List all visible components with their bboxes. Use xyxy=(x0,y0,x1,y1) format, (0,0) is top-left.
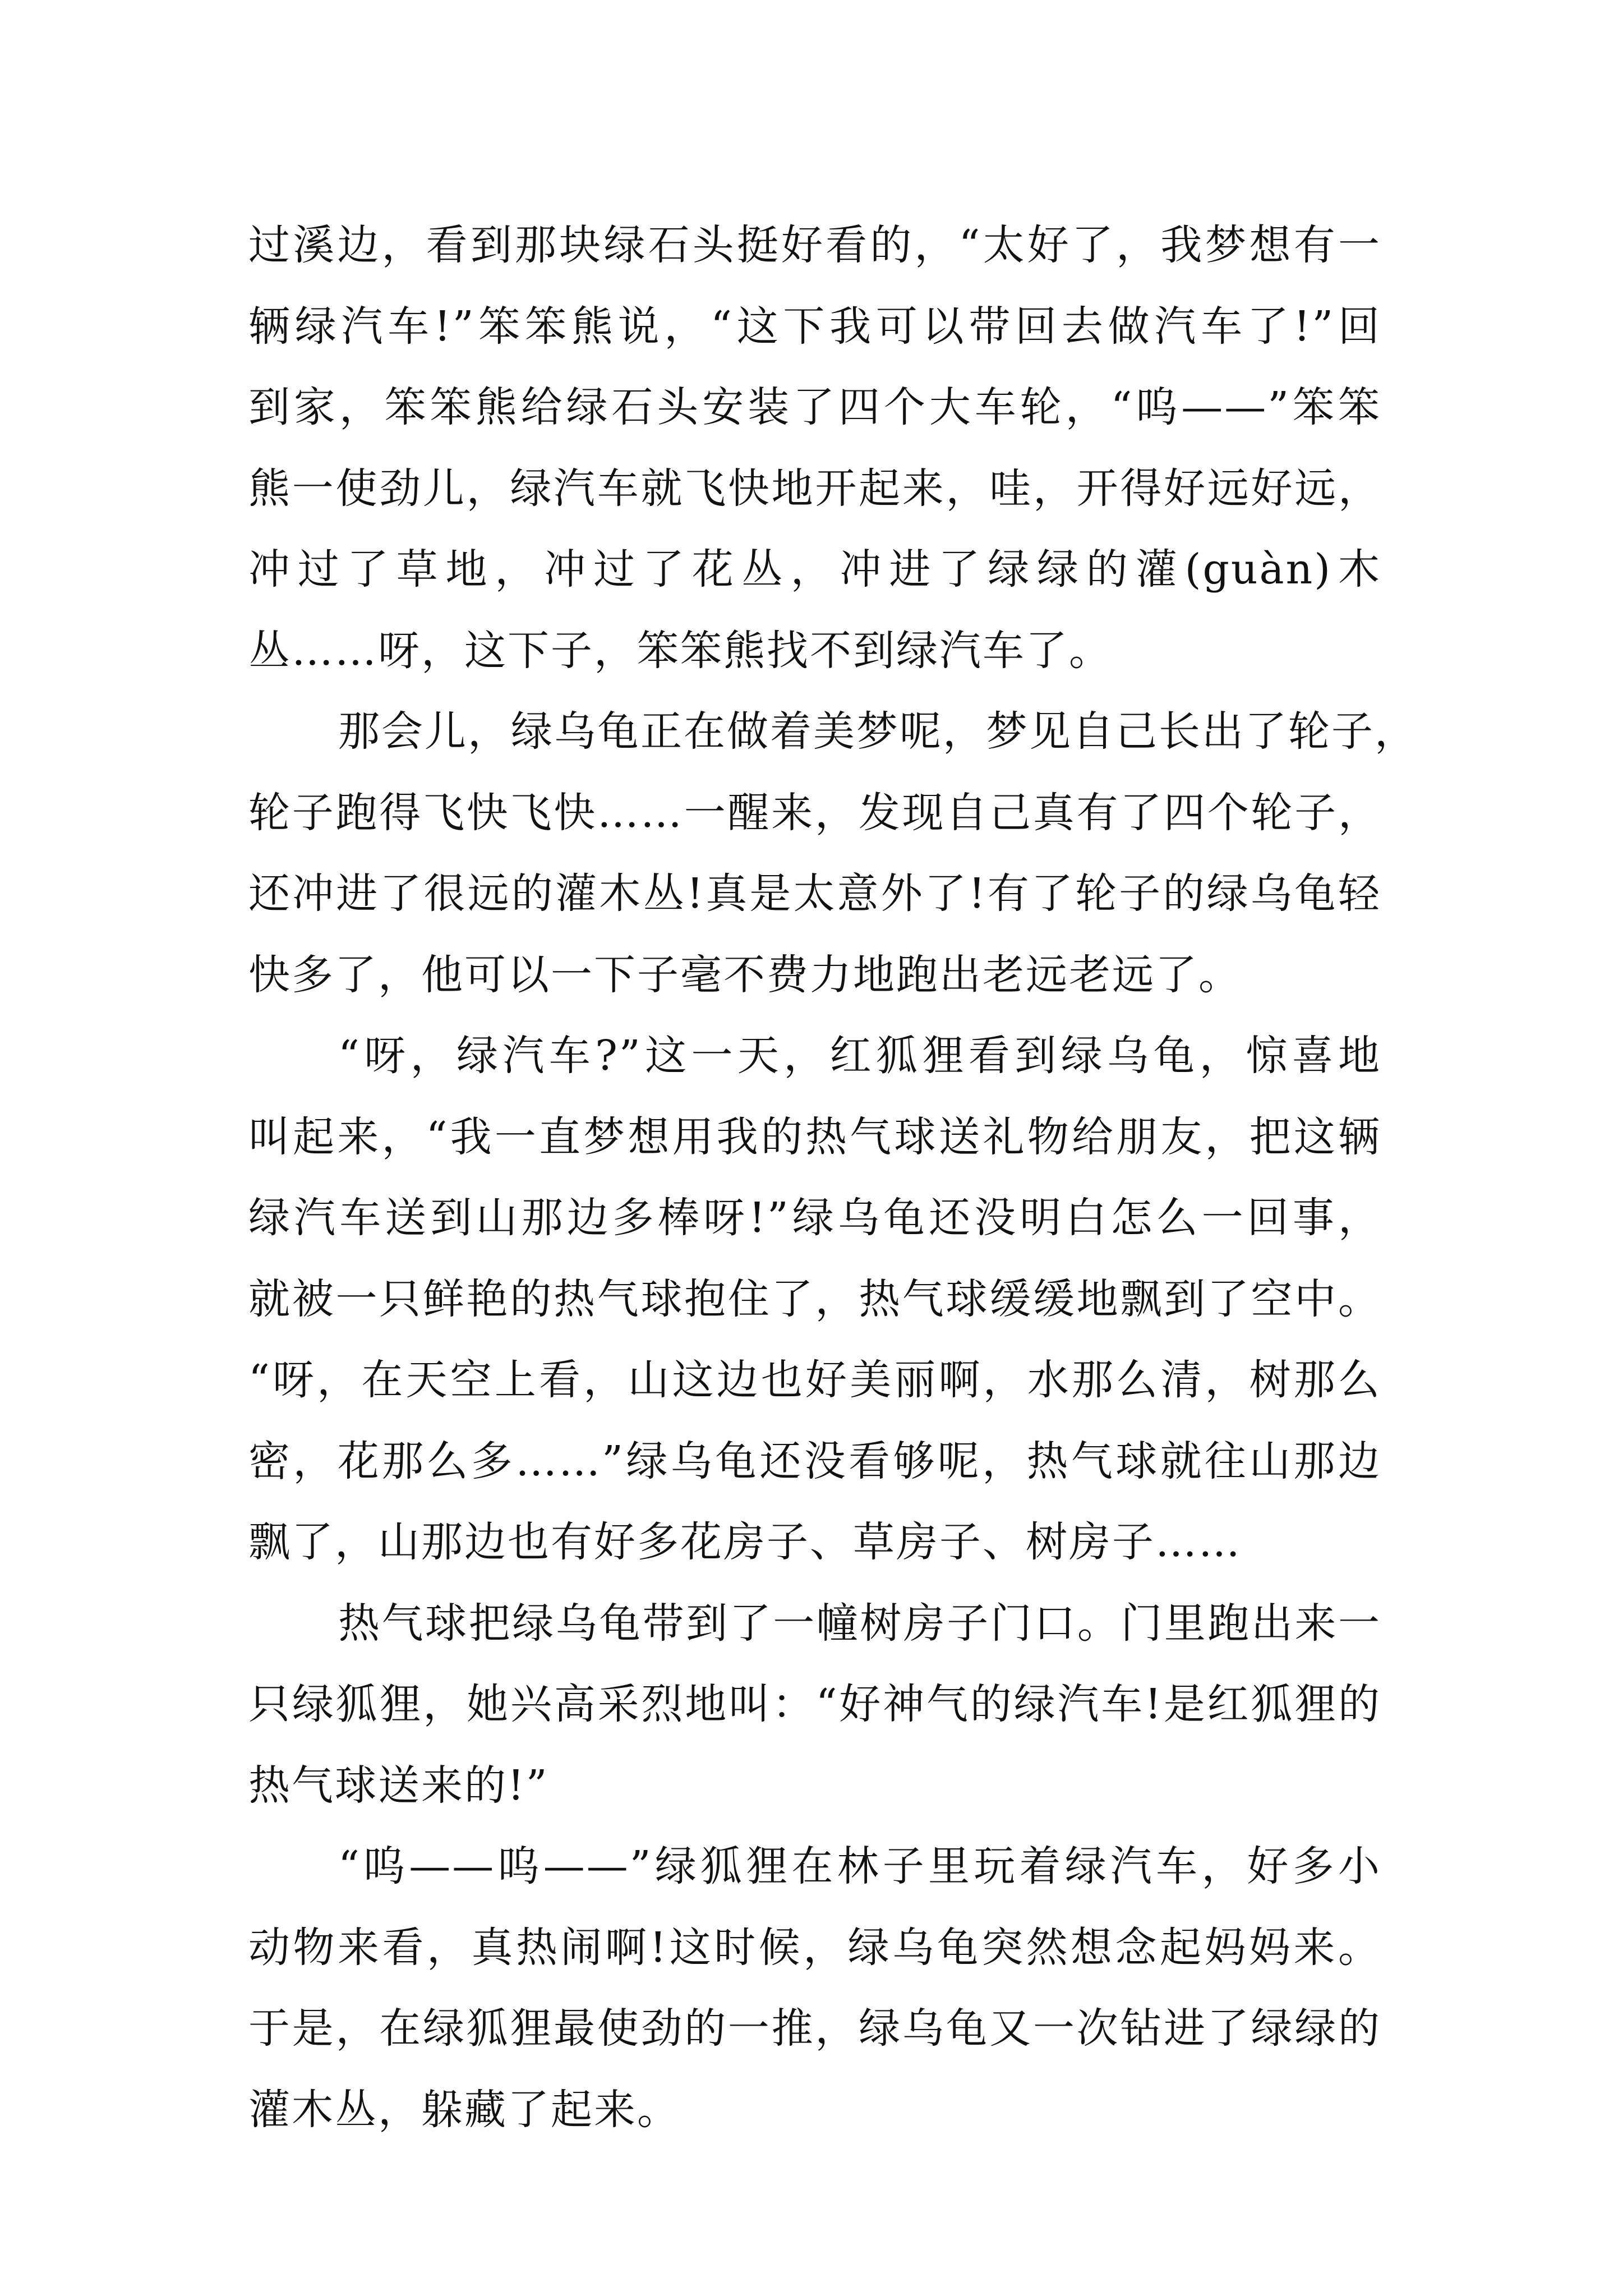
story-text xyxy=(248,205,1418,2150)
text-line: 还冲进了很远的灌木丛!真是太意外了!有了轮子的绿乌龟轻 xyxy=(248,869,1381,918)
text-line: “呀，绿汽车?”这一天，红狐狸看到绿乌龟，惊喜地 xyxy=(338,1032,1381,1080)
text-line: 轮子跑得飞快飞快……一醒来，发现自己真有了四个轮子， xyxy=(248,788,1381,837)
text-line: 热气球把绿乌龟带到了一幢树房子门口。门里跑出来一 xyxy=(338,1599,1381,1648)
text-line: 绿汽车送到山那边多棒呀!”绿乌龟还没明白怎么一回事， xyxy=(248,1194,1381,1242)
text-line: 丛……呀，这下子，笨笨熊找不到绿汽车了。 xyxy=(248,626,1112,675)
text-line: 冲过了草地，冲过了花丛，冲进了绿绿的灌(guàn)木 xyxy=(248,545,1381,593)
text-line: 于是，在绿狐狸最使劲的一推，绿乌龟又一次钻进了绿绿的 xyxy=(248,2004,1381,2053)
text-line: 灌木丛，躲藏了起来。 xyxy=(248,2085,680,2134)
text-line: “呜——呜——”绿狐狸在林子里玩着绿汽车，好多小 xyxy=(338,1842,1381,1890)
text-line: “呀，在天空上看，山这边也好美丽啊，水那么清，树那么 xyxy=(248,1356,1381,1404)
text-line: 热气球送来的!” xyxy=(248,1761,549,1810)
text-line: 飘了，山那边也有好多花房子、草房子、树房子…… xyxy=(248,1518,1242,1566)
text-line: 熊一使劲儿，绿汽车就飞快地开起来，哇，开得好远好远， xyxy=(248,464,1381,513)
text-line: 只绿狐狸，她兴高采烈地叫：“好神气的绿汽车!是红狐狸的 xyxy=(248,1680,1381,1728)
text-line: 密，花那么多……”绿乌龟还没看够呢，热气球就往山那边 xyxy=(248,1437,1381,1485)
text-line: 到家，笨笨熊给绿石头安装了四个大车轮，“呜——”笨笨 xyxy=(248,383,1381,431)
text-line: 就被一只鲜艳的热气球抱住了，热气球缓缓地飘到了空中。 xyxy=(248,1274,1381,1323)
text-line: 辆绿汽车!”笨笨熊说，“这下我可以带回去做汽车了!”回 xyxy=(248,302,1381,351)
text-line: 叫起来，“我一直梦想用我的热气球送礼物给朋友，把这辆 xyxy=(248,1112,1381,1161)
text-line: 动物来看，真热闹啊!这时候，绿乌龟突然想念起妈妈来。 xyxy=(248,1923,1381,1972)
text-line: 那会儿，绿乌龟正在做着美梦呢，梦见自己长出了轮子， xyxy=(338,707,1418,756)
text-line: 快多了，他可以一下子毫不费力地跑出老远老远了。 xyxy=(248,950,1242,999)
text-line: 过溪边，看到那块绿石头挺好看的，“太好了，我梦想有一 xyxy=(248,221,1381,269)
